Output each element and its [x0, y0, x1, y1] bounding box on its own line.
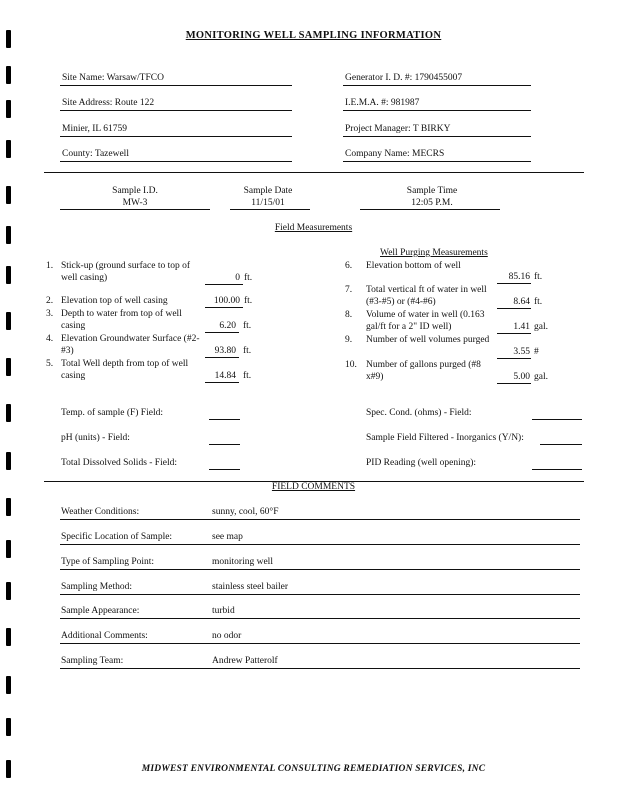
binder-hole — [6, 358, 11, 376]
pid-field-blank — [532, 469, 582, 470]
binder-hole — [6, 628, 11, 646]
comment-underline — [60, 643, 580, 644]
comment-value: turbid — [212, 606, 235, 616]
measurement-unit: gal. — [534, 322, 548, 332]
binder-hole — [6, 266, 11, 284]
comment-underline — [60, 544, 580, 545]
section-divider — [44, 172, 584, 173]
site-address: Site Address: Route 122 — [62, 98, 155, 108]
underline — [60, 209, 210, 210]
comment-label: Weather Conditions: — [61, 507, 140, 517]
site-city: Minier, IL 61759 — [62, 124, 127, 134]
measurement-unit: ft. — [534, 297, 543, 307]
measurement-unit: ft. — [244, 273, 253, 283]
value-underline — [205, 332, 239, 333]
measurement-value: 14.84 — [214, 371, 236, 381]
tds-field-label: Total Dissolved Solids - Field: — [61, 458, 177, 468]
binder-hole — [6, 186, 11, 204]
company-name: Company Name: MECRS — [345, 149, 445, 159]
measurement-number: 2. — [46, 296, 54, 306]
measurement-label-cont: gal/ft for a 2" ID well) — [366, 322, 452, 332]
measurement-label: Total Well depth from top of well — [61, 359, 189, 369]
value-underline — [205, 357, 239, 358]
underline — [343, 110, 531, 111]
binder-hole — [6, 540, 11, 558]
value-underline — [497, 283, 531, 284]
measurement-number: 6. — [345, 261, 353, 271]
measurement-label: Number of well volumes purged — [366, 335, 490, 345]
binder-hole — [6, 140, 11, 158]
value-underline — [205, 307, 243, 308]
sample-time-value: 12:05 P.M. — [411, 198, 453, 208]
spec-cond-field-blank — [532, 419, 582, 420]
binder-hole — [6, 582, 11, 600]
binder-hole — [6, 718, 11, 736]
measurement-number: 1. — [46, 261, 54, 271]
temp-field-label: Temp. of sample (F) Field: — [61, 408, 163, 418]
measurement-label-cont: (#3-#5) or (#4-#6) — [366, 297, 436, 307]
binder-hole — [6, 676, 11, 694]
measurement-value: 0 — [235, 273, 240, 283]
measurement-value: 3.55 — [513, 347, 530, 357]
comment-label: Sampling Method: — [61, 582, 132, 592]
value-underline — [497, 358, 531, 359]
measurement-number: 9. — [345, 335, 353, 345]
filtered-field-label: Sample Field Filtered - Inorganics (Y/N): — [366, 433, 524, 443]
well-purging-heading: Well Purging Measurements — [380, 248, 488, 258]
measurement-label: Depth to water from top of well — [61, 309, 182, 319]
measurement-number: 8. — [345, 310, 353, 320]
comment-label: Additional Comments: — [61, 631, 148, 641]
field-comments-heading: FIELD COMMENTS — [271, 482, 356, 492]
underline — [343, 161, 531, 162]
measurement-number: 10. — [345, 360, 357, 370]
page-title: MONITORING WELL SAMPLING INFORMATION — [185, 30, 442, 41]
underline — [343, 136, 531, 137]
comment-underline — [60, 668, 580, 669]
measurement-label: Elevation bottom of well — [366, 261, 461, 271]
measurement-label: Volume of water in well (0.163 — [366, 310, 485, 320]
underline — [230, 209, 310, 210]
comment-label: Specific Location of Sample: — [61, 532, 173, 542]
comment-value: stainless steel bailer — [212, 582, 288, 592]
generator-id: Generator I. D. #: 1790455007 — [345, 73, 463, 83]
measurement-value: 85.16 — [508, 272, 530, 282]
sample-date-value: 11/15/01 — [251, 198, 285, 208]
value-underline — [497, 383, 531, 384]
comment-underline — [60, 618, 580, 619]
company-footer: MIDWEST ENVIRONMENTAL CONSULTING REMEDIATION SERVICES, INC — [141, 764, 486, 774]
underline — [60, 85, 292, 86]
pid-field-label: PID Reading (well opening): — [366, 458, 477, 468]
tds-field-blank — [209, 469, 240, 470]
measurement-unit: ft. — [243, 346, 252, 356]
comment-value: monitoring well — [212, 557, 273, 567]
measurement-unit: ft. — [243, 321, 252, 331]
comment-underline — [60, 594, 580, 595]
comment-underline — [60, 519, 580, 520]
measurement-label-cont: x#9) — [366, 372, 384, 382]
measurement-unit: ft. — [534, 272, 543, 282]
measurement-value: 5.00 — [513, 372, 530, 382]
comment-label: Sample Appearance: — [61, 606, 140, 616]
field-measurements-heading: Field Measurements — [274, 223, 353, 233]
underline — [343, 85, 531, 86]
measurement-label-cont: #3) — [61, 346, 74, 356]
measurement-unit: gal. — [534, 372, 548, 382]
filtered-field-blank — [540, 444, 582, 445]
underline — [60, 110, 292, 111]
underline — [60, 136, 292, 137]
binder-hole — [6, 100, 11, 118]
sample-id-value: MW-3 — [122, 198, 148, 208]
project-manager: Project Manager: T BIRKY — [345, 124, 451, 134]
measurement-value: 93.80 — [214, 346, 236, 356]
measurement-label: Number of gallons purged (#8 — [366, 360, 481, 370]
measurement-value: 100.00 — [213, 296, 240, 306]
binder-hole — [6, 498, 11, 516]
site-name: Site Name: Warsaw/TFCO — [62, 73, 164, 83]
measurement-label: Elevation top of well casing — [61, 296, 168, 306]
comment-value: Andrew Patterolf — [212, 656, 278, 666]
value-underline — [497, 308, 531, 309]
measurement-label-cont: casing — [61, 371, 86, 381]
measurement-unit: # — [534, 347, 539, 357]
comment-underline — [60, 569, 580, 570]
binder-hole — [6, 404, 11, 422]
underline — [360, 209, 500, 210]
comment-value: see map — [212, 532, 243, 542]
county: County: Tazewell — [62, 149, 129, 159]
value-underline — [205, 284, 243, 285]
measurement-value: 6.20 — [219, 321, 236, 331]
measurement-number: 3. — [46, 309, 54, 319]
measurement-unit: ft. — [244, 296, 253, 306]
underline — [60, 161, 292, 162]
measurement-number: 7. — [345, 285, 353, 295]
value-underline — [205, 382, 239, 383]
measurement-label: Elevation Groundwater Surface (#2- — [61, 334, 200, 344]
measurement-value: 8.64 — [513, 297, 530, 307]
measurement-value: 1.41 — [513, 322, 530, 332]
binder-hole — [6, 66, 11, 84]
measurement-label-cont: casing — [61, 321, 86, 331]
ph-field-label: pH (units) - Field: — [61, 433, 130, 443]
measurement-label: Stick-up (ground surface to top of — [61, 261, 191, 271]
sample-time-label: Sample Time — [406, 186, 458, 196]
measurement-number: 4. — [46, 334, 54, 344]
measurement-number: 5. — [46, 359, 54, 369]
value-underline — [497, 333, 531, 334]
measurement-label-cont: well casing) — [61, 273, 108, 283]
comment-value: sunny, cool, 60°F — [212, 507, 279, 517]
binder-hole — [6, 452, 11, 470]
comment-label: Type of Sampling Point: — [61, 557, 155, 567]
ph-field-blank — [209, 444, 240, 445]
binder-hole — [6, 312, 11, 330]
sample-id-label: Sample I.D. — [112, 186, 158, 196]
spec-cond-field-label: Spec. Cond. (ohms) - Field: — [366, 408, 472, 418]
comment-value: no odor — [212, 631, 242, 641]
iema-number: I.E.M.A. #: 981987 — [345, 98, 420, 108]
temp-field-blank — [209, 419, 240, 420]
measurement-unit: ft. — [243, 371, 252, 381]
comment-label: Sampling Team: — [61, 656, 124, 666]
sample-date-label: Sample Date — [243, 186, 293, 196]
measurement-label: Total vertical ft of water in well — [366, 285, 487, 295]
